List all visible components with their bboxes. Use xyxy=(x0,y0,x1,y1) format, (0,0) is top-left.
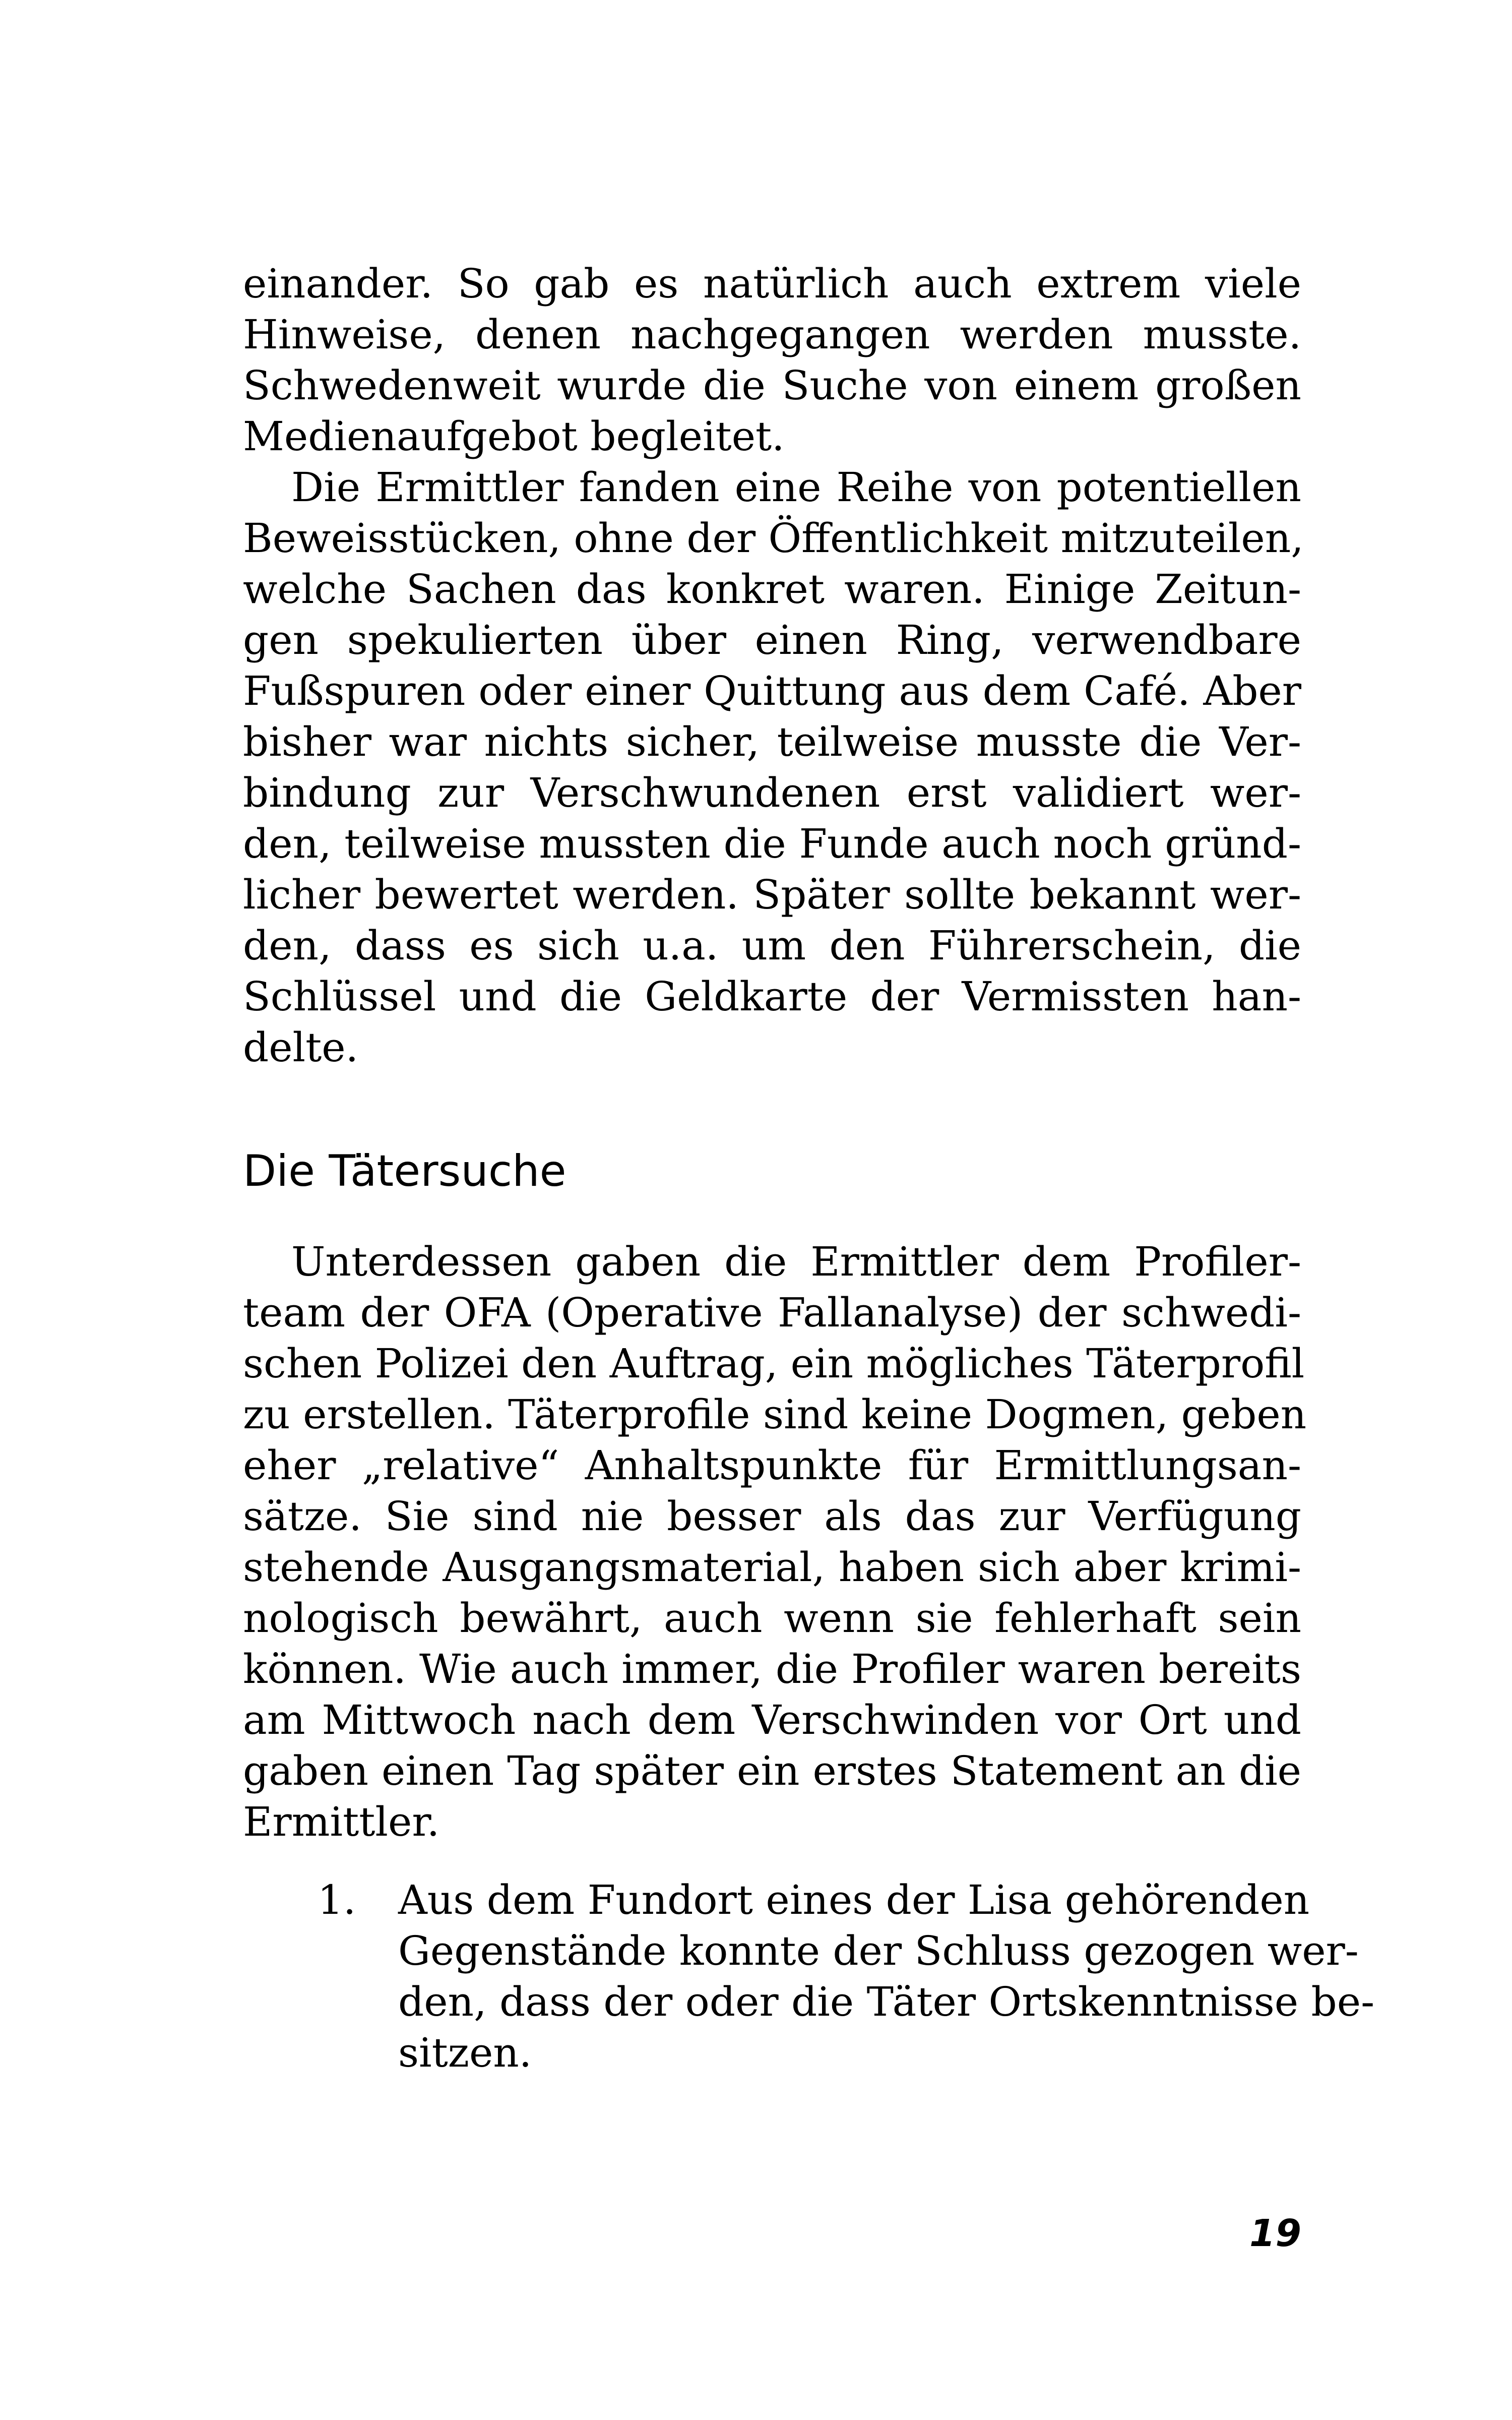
paragraph-profiler xyxy=(243,1236,1307,1847)
text-line: sätze. Sie sind nie besser als das zur Verfügung xyxy=(243,1493,1301,1540)
text-line: den, dass der oder die Täter Ortskenntnisse be- xyxy=(398,1978,1375,2025)
text-line: Hinweise, denen nachgegangen werden musste. xyxy=(243,311,1301,358)
text-line: sitzen. xyxy=(398,2029,532,2076)
text-line: schen Polizei den Auftrag, ein mögliches Täterprofil xyxy=(243,1340,1305,1387)
text-line: Gegenstände konnte der Schluss gezogen wer- xyxy=(398,1927,1359,1974)
text-line: gen spekulierten über einen Ring, verwendbare xyxy=(243,617,1301,663)
text-line: Schwedenweit wurde die Suche von einem großen xyxy=(243,362,1301,409)
text-line: bindung zur Verschwundenen erst validiert wer- xyxy=(243,769,1301,816)
text-line: Schlüssel und die Geldkarte der Vermissten han- xyxy=(243,973,1301,1020)
text-line: delte. xyxy=(243,1024,359,1071)
text-line: licher bewertet werden. Später sollte bekannt wer- xyxy=(243,871,1301,918)
paragraph-continuation xyxy=(243,258,1301,462)
text-line: Unterdessen gaben die Ermittler dem Profiler- xyxy=(291,1238,1301,1285)
text-line: Medienaufgebot begleitet. xyxy=(243,413,785,460)
text-line: den, teilweise mussten die Funde auch noch gründ- xyxy=(243,820,1301,867)
page-number: 19 xyxy=(1249,2212,1301,2255)
text-line: zu erstellen. Täterprofile sind keine Dogmen, geben xyxy=(243,1391,1307,1438)
text-line: einander. So gab es natürlich auch extrem viele xyxy=(243,260,1301,307)
section-heading: Die Tätersuche xyxy=(243,1146,566,1196)
list-item-number: 1. xyxy=(318,1877,356,1923)
text-line: Fußspuren oder einer Quittung aus dem Café. Aber xyxy=(243,668,1301,714)
text-line: können. Wie auch immer, die Profiler waren bereits xyxy=(243,1646,1301,1692)
text-line: Aus dem Fundort eines der Lisa gehörenden xyxy=(398,1877,1310,1923)
text-line: Beweisstücken, ohne der Öffentlichkeit mitzuteilen, xyxy=(243,515,1304,562)
text-line: Ermittler. xyxy=(243,1798,440,1845)
paragraph-evidence xyxy=(243,462,1304,1073)
text-line: gaben einen Tag später ein erstes Statement an die xyxy=(243,1747,1301,1794)
text-line: nologisch bewährt, auch wenn sie fehlerhaft sein xyxy=(243,1595,1301,1642)
text-line: am Mittwoch nach dem Verschwinden vor Ort und xyxy=(243,1697,1301,1743)
text-line: team der OFA (Operative Fallanalyse) der schwedi- xyxy=(243,1289,1301,1336)
text-line: welche Sachen das konkret waren. Einige Zeitun- xyxy=(243,566,1301,613)
text-line: stehende Ausgangsmaterial, haben sich aber krimi- xyxy=(243,1544,1301,1591)
list-item xyxy=(398,1874,1375,2078)
text-line: Die Ermittler fanden eine Reihe von potentiellen xyxy=(291,464,1301,511)
text-line: eher „relative“ Anhaltspunkte für Ermittlungsan- xyxy=(243,1442,1301,1489)
text-line: den, dass es sich u.a. um den Führerschein, die xyxy=(243,922,1301,969)
text-line: bisher war nichts sicher, teilweise musste die Ver- xyxy=(243,718,1301,765)
